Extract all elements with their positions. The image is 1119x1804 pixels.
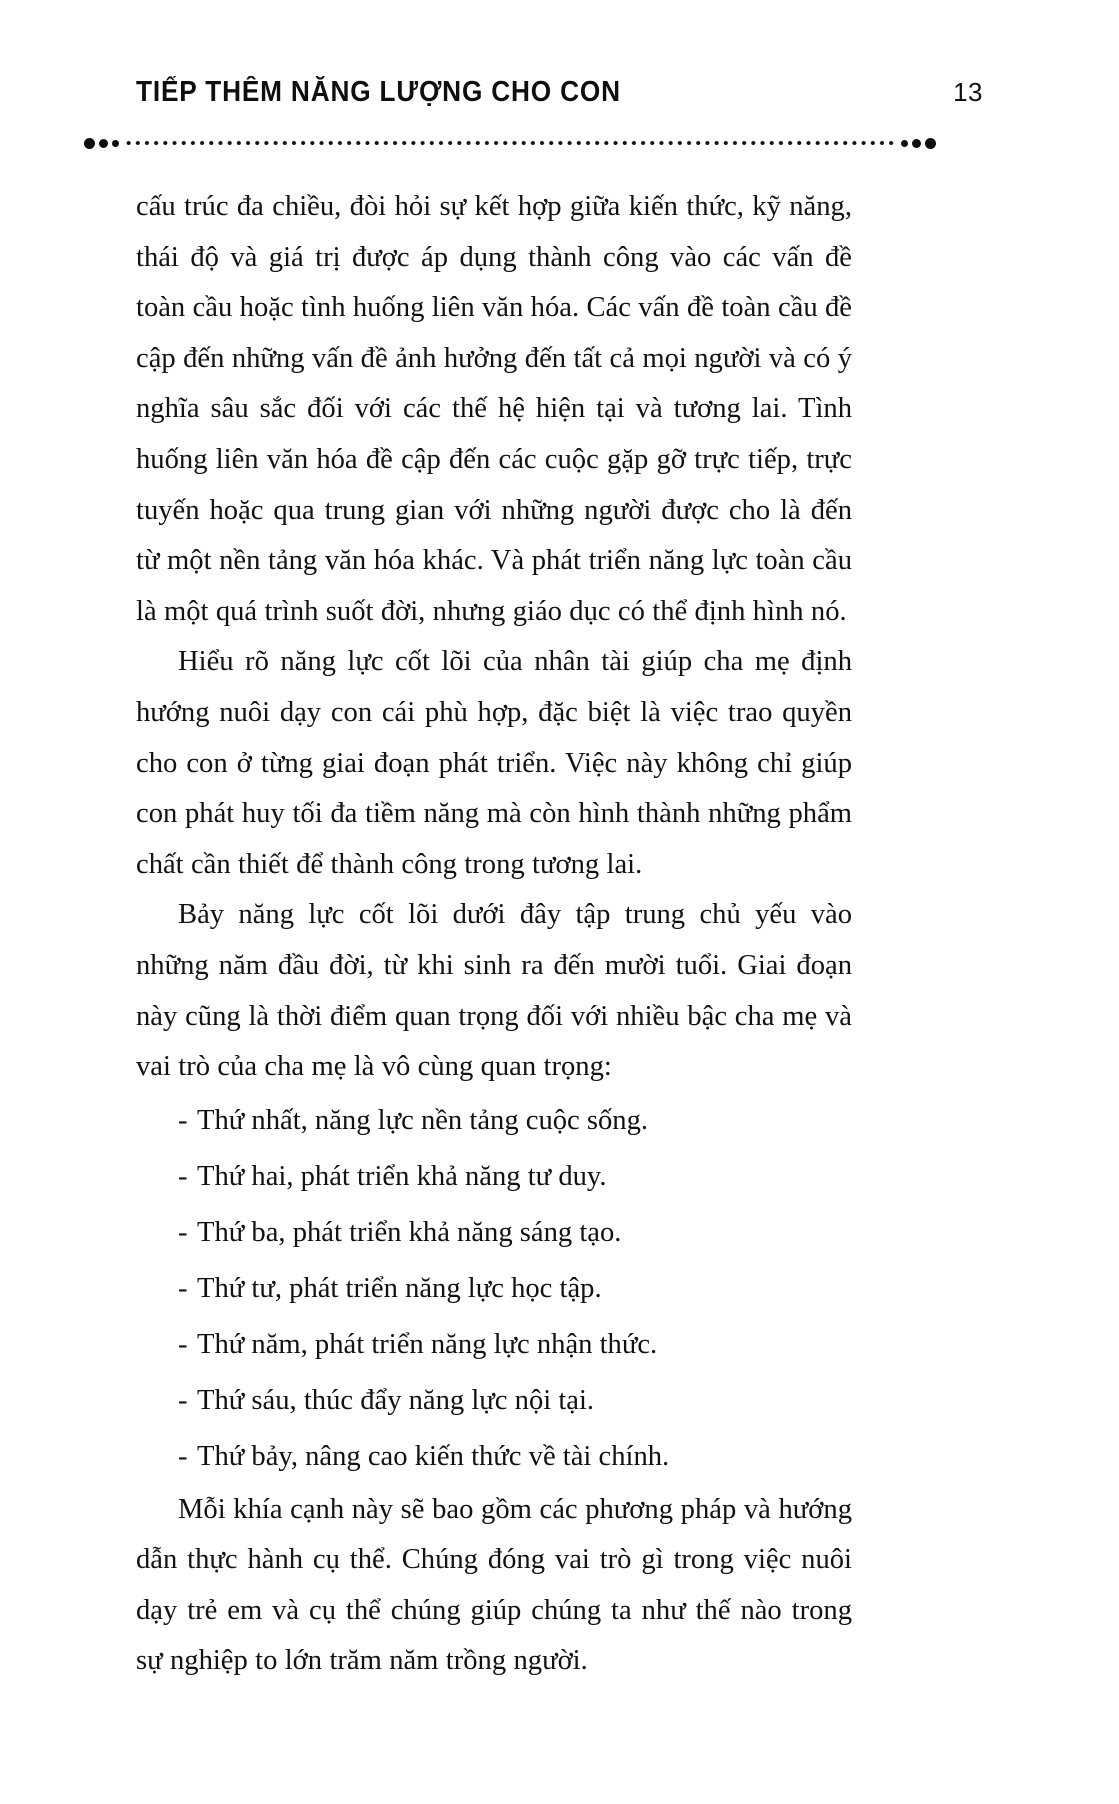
running-head	[136, 78, 983, 122]
list-marker: -	[178, 1160, 188, 1192]
list-marker: -	[178, 1440, 188, 1472]
list-marker: -	[178, 1328, 188, 1360]
list-marker: -	[178, 1104, 188, 1136]
list-item-label: Thứ nhất, năng lực nền tảng cuộc sống.	[197, 1104, 649, 1136]
list-item	[136, 1429, 852, 1485]
body-text-column	[136, 182, 852, 1687]
list-item	[136, 1317, 852, 1373]
list-item	[136, 1093, 852, 1149]
paragraph: Mỗi khía cạnh này sẽ bao gồm các phương pháp và hướng dẫn thực hành cụ thể. Chúng đóng vai trò gì trong việc nuôi dạy trẻ em và cụ thể chúng giúp chúng ta như thế nào trong sự nghiệp to lớn trăm năm trồng người.	[136, 1493, 852, 1677]
list-item-label: Thứ hai, phát triển khả năng tư duy.	[197, 1160, 607, 1192]
list-item-label: Thứ ba, phát triển khả năng sáng tạo.	[197, 1216, 622, 1248]
list-item	[136, 1373, 852, 1429]
list-marker: -	[178, 1272, 188, 1304]
list-item-label: Thứ năm, phát triển năng lực nhận thức.	[197, 1328, 658, 1360]
decorative-divider	[84, 136, 936, 150]
page-title: TIẾP THÊM NĂNG LƯỢNG CHO CON	[136, 76, 621, 108]
divider-dot-left-small	[112, 140, 119, 147]
paragraph: cấu trúc đa chiều, đòi hỏi sự kết hợp giữa kiến thức, kỹ năng, thái độ và giá trị được áp dụng thành công vào các vấn đề toàn cầu hoặc tình huống liên văn hóa. Các vấn đề toàn cầu đề cập đến những vấn đề ảnh hưởng đến tất cả mọi người và có ý nghĩa sâu sắc đối với các thế hệ hiện tại và tương lai. Tình huống liên văn hóa đề cập đến các cuộc gặp gỡ trực tiếp, trực tuyến hoặc qua trung gian với những người được cho là đến từ một nền tảng văn hóa khác. Và phát triển năng lực toàn cầu là một quá trình suốt đời, nhưng giáo dục có thể định hình nó.	[136, 191, 852, 627]
list-item-label: Thứ tư, phát triển năng lực học tập.	[197, 1272, 602, 1304]
paragraph: Bảy năng lực cốt lõi dưới đây tập trung chủ yếu vào những năm đầu đời, từ khi sinh ra đến mười tuổi. Giai đoạn này cũng là thời điểm quan trọng đối với nhiều bậc cha mẹ và vai trò của cha mẹ là vô cùng quan trọng:	[136, 899, 852, 1083]
divider-dot-right-large	[925, 138, 936, 149]
list-marker: -	[178, 1216, 188, 1248]
list-marker: -	[178, 1384, 188, 1416]
divider-dotted-line	[124, 141, 896, 145]
divider-dot-left-large	[84, 138, 95, 149]
competency-list	[136, 1093, 852, 1485]
divider-dot-right-medium	[912, 139, 921, 148]
list-item-label: Thứ sáu, thúc đẩy năng lực nội tại.	[197, 1384, 595, 1416]
list-item	[136, 1261, 852, 1317]
paragraph: Hiểu rõ năng lực cốt lõi của nhân tài giúp cha mẹ định hướng nuôi dạy con cái phù hợp, đặc biệt là việc trao quyền cho con ở từng giai đoạn phát triển. Việc này không chỉ giúp con phát huy tối đa tiềm năng mà còn hình thành những phẩm chất cần thiết để thành công trong tương lai.	[136, 646, 852, 880]
divider-dot-right-small	[901, 140, 908, 147]
list-item	[136, 1205, 852, 1261]
list-item	[136, 1149, 852, 1205]
page-number: 13	[953, 77, 983, 107]
list-item-label: Thứ bảy, nâng cao kiến thức về tài chính.	[197, 1440, 670, 1472]
divider-dot-left-medium	[99, 139, 108, 148]
